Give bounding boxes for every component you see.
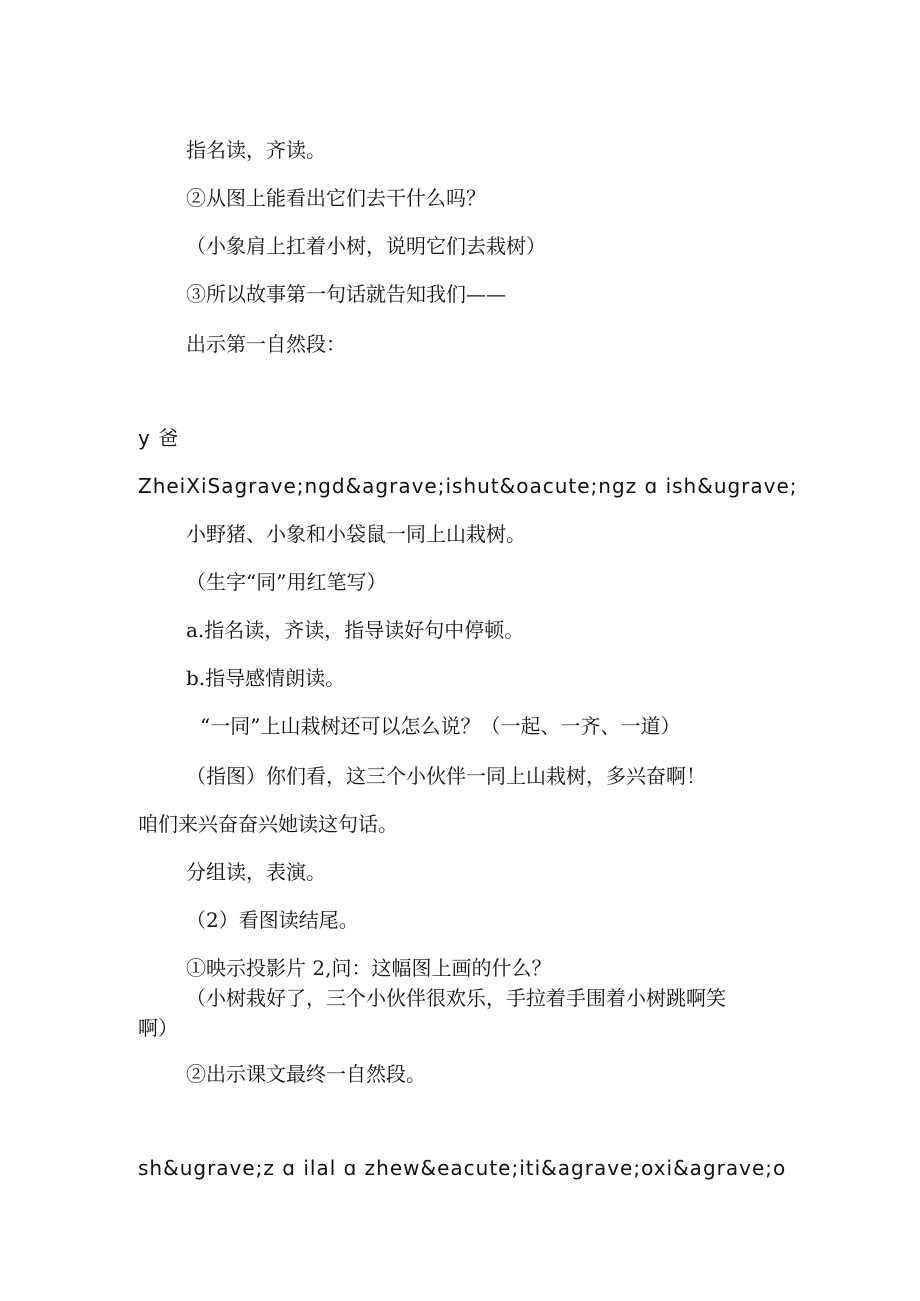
text-line-5: 出示第一自然段： [186, 332, 346, 356]
text-line-4: ③所以故事第一句话就告知我们—— [186, 282, 506, 306]
text-line-6: 小野猪、小象和小袋鼠一同上山栽树。 [186, 522, 526, 546]
text-line-9: b.指导感情朗读。 [186, 666, 346, 690]
text-line-2: ②从图上能看出它们去干什么吗？ [186, 186, 486, 210]
text-line-14: （2）看图读结尾。 [186, 908, 359, 932]
text-line-17: 啊） [138, 1016, 178, 1040]
text-line-8: a.指名读，齐读，指导读好句中停顿。 [186, 618, 525, 642]
text-line-16: （小树栽好了，三个小伙伴很欢乐，手拉着手围着小树跳啊笑 [186, 986, 726, 1010]
text-line-7: （生字“同”用红笔写） [186, 570, 387, 594]
text-line-12: 咱们来兴奋奋兴她读这句话。 [138, 812, 398, 836]
text-line-13: 分组读，表演。 [186, 860, 326, 884]
text-line-10: “一同”上山栽树还可以怎么说？（一起、一齐、一道） [200, 714, 681, 738]
text-line-15: ①映示投影片 2,问：这幅图上画的什么？ [186, 956, 552, 980]
text-line-3: （小象肩上扛着小树，说明它们去栽树） [186, 234, 546, 258]
text-line-11: （指图）你们看，这三个小伙伴一同上山栽树，多兴奋啊！ [186, 764, 706, 788]
text-line-1: 指名读，齐读。 [186, 138, 326, 162]
pinyin-line-3: sh&ugrave;z ɑ ilal ɑ zhew&eacute;iti&agrave;oxi&agrave;o [138, 1156, 787, 1180]
pinyin-line-2: ZheiXiSagrave;ngd&agrave;ishut&oacute;ngz ɑ ish&ugrave; [138, 474, 798, 498]
pinyin-line-1: y 爸 [138, 426, 180, 450]
text-line-18: ②出示课文最终一自然段。 [186, 1062, 426, 1086]
